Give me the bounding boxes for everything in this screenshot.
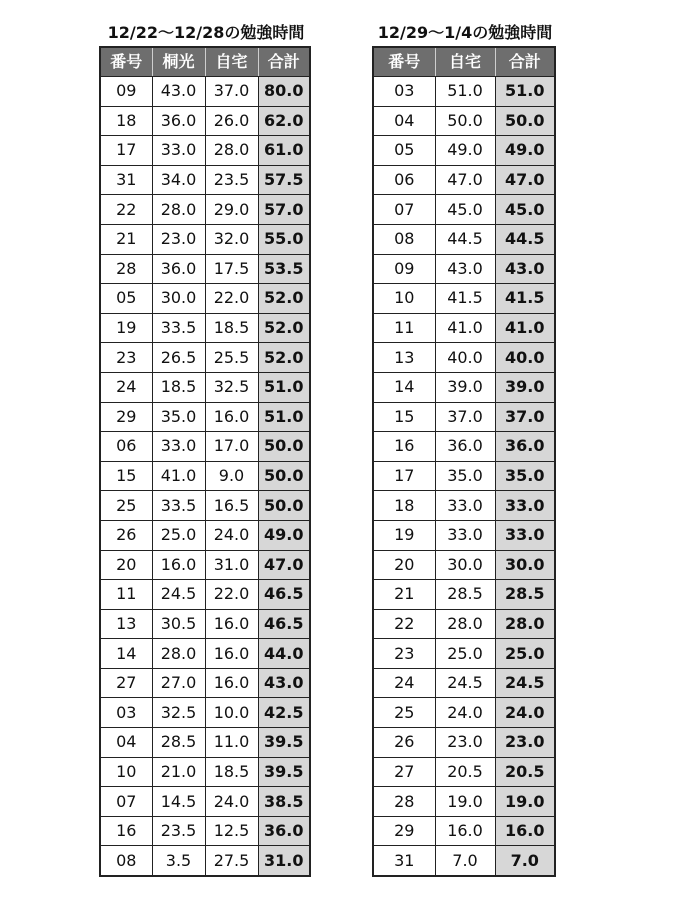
table-row <box>100 520 310 550</box>
cell-total: 38.5 <box>258 787 310 817</box>
table-row <box>100 609 310 639</box>
right-table-title: 12/29～1/4の勉強時間 <box>377 23 553 42</box>
table-row <box>373 698 555 728</box>
cell-total: 19.0 <box>495 787 555 817</box>
cell-number: 17 <box>100 136 152 166</box>
cell-total: 35.0 <box>495 461 555 491</box>
cell-number: 16 <box>373 432 435 462</box>
cell-toko: 33.5 <box>152 491 205 521</box>
cell-home: 29.0 <box>205 195 258 225</box>
cell-toko: 43.0 <box>152 77 205 107</box>
cell-toko: 26.5 <box>152 343 205 373</box>
table-row <box>373 757 555 787</box>
cell-toko: 33.0 <box>152 136 205 166</box>
table-row <box>373 343 555 373</box>
cell-toko: 23.0 <box>152 224 205 254</box>
cell-total: 28.5 <box>495 580 555 610</box>
cell-number: 20 <box>373 550 435 580</box>
cell-number: 15 <box>100 461 152 491</box>
cell-toko: 14.5 <box>152 787 205 817</box>
cell-number: 22 <box>100 195 152 225</box>
cell-home: 31.0 <box>205 550 258 580</box>
table-row <box>100 728 310 758</box>
cell-number: 04 <box>373 106 435 136</box>
cell-toko: 35.0 <box>152 402 205 432</box>
cell-total: 46.5 <box>258 609 310 639</box>
cell-home: 16.0 <box>205 402 258 432</box>
cell-number: 18 <box>100 106 152 136</box>
cell-number: 09 <box>100 77 152 107</box>
cell-home: 32.5 <box>205 372 258 402</box>
table-row <box>100 639 310 669</box>
table-row <box>373 639 555 669</box>
cell-toko: 33.5 <box>152 313 205 343</box>
table-row <box>373 372 555 402</box>
table-row <box>100 165 310 195</box>
cell-number: 08 <box>100 846 152 876</box>
cell-number: 28 <box>100 254 152 284</box>
cell-total: 44.0 <box>258 639 310 669</box>
cell-total: 51.0 <box>495 77 555 107</box>
cell-home: 22.0 <box>205 284 258 314</box>
cell-total: 80.0 <box>258 77 310 107</box>
cell-home: 36.0 <box>435 432 495 462</box>
table-row <box>100 313 310 343</box>
cell-number: 15 <box>373 402 435 432</box>
left-header-total: 合計 <box>258 47 310 77</box>
cell-total: 41.0 <box>495 313 555 343</box>
cell-home: 35.0 <box>435 461 495 491</box>
cell-number: 06 <box>100 432 152 462</box>
cell-home: 28.0 <box>205 136 258 166</box>
cell-total: 52.0 <box>258 343 310 373</box>
cell-number: 16 <box>100 816 152 846</box>
cell-total: 50.0 <box>258 461 310 491</box>
cell-home: 24.0 <box>205 787 258 817</box>
cell-toko: 32.5 <box>152 698 205 728</box>
cell-total: 31.0 <box>258 846 310 876</box>
cell-number: 24 <box>100 372 152 402</box>
table-row <box>100 668 310 698</box>
table-row <box>373 787 555 817</box>
cell-home: 39.0 <box>435 372 495 402</box>
cell-home: 22.0 <box>205 580 258 610</box>
cell-total: 39.5 <box>258 728 310 758</box>
cell-total: 23.0 <box>495 728 555 758</box>
table-row <box>100 224 310 254</box>
cell-number: 09 <box>373 254 435 284</box>
cell-total: 51.0 <box>258 402 310 432</box>
cell-toko: 24.5 <box>152 580 205 610</box>
cell-number: 23 <box>100 343 152 373</box>
cell-number: 05 <box>100 284 152 314</box>
table-row <box>373 668 555 698</box>
cell-home: 50.0 <box>435 106 495 136</box>
cell-number: 27 <box>373 757 435 787</box>
left-header-home: 自宅 <box>205 47 258 77</box>
right-header-total: 合計 <box>495 47 555 77</box>
cell-toko: 27.0 <box>152 668 205 698</box>
table-row <box>373 816 555 846</box>
cell-home: 16.0 <box>205 668 258 698</box>
cell-number: 13 <box>373 343 435 373</box>
cell-home: 51.0 <box>435 77 495 107</box>
cell-home: 25.0 <box>435 639 495 669</box>
cell-home: 41.0 <box>435 313 495 343</box>
cell-number: 21 <box>373 580 435 610</box>
cell-home: 40.0 <box>435 343 495 373</box>
table-row <box>373 254 555 284</box>
table-row <box>100 106 310 136</box>
cell-home: 24.5 <box>435 668 495 698</box>
table-row <box>100 787 310 817</box>
cell-total: 50.0 <box>258 432 310 462</box>
table-row <box>373 609 555 639</box>
cell-total: 52.0 <box>258 313 310 343</box>
cell-total: 24.0 <box>495 698 555 728</box>
cell-home: 41.5 <box>435 284 495 314</box>
cell-toko: 36.0 <box>152 254 205 284</box>
cell-number: 04 <box>100 728 152 758</box>
cell-total: 16.0 <box>495 816 555 846</box>
cell-total: 53.5 <box>258 254 310 284</box>
cell-number: 14 <box>373 372 435 402</box>
cell-number: 20 <box>100 550 152 580</box>
table-row <box>373 284 555 314</box>
cell-number: 17 <box>373 461 435 491</box>
table-row <box>100 846 310 876</box>
cell-number: 10 <box>373 284 435 314</box>
right-header-number: 番号 <box>373 47 435 77</box>
cell-total: 49.0 <box>258 520 310 550</box>
table-row <box>373 846 555 876</box>
cell-toko: 33.0 <box>152 432 205 462</box>
cell-home: 18.5 <box>205 757 258 787</box>
cell-total: 39.0 <box>495 372 555 402</box>
cell-total: 57.5 <box>258 165 310 195</box>
right-header-home: 自宅 <box>435 47 495 77</box>
cell-toko: 28.0 <box>152 639 205 669</box>
cell-total: 46.5 <box>258 580 310 610</box>
cell-number: 31 <box>100 165 152 195</box>
table-row <box>100 77 310 107</box>
cell-home: 20.5 <box>435 757 495 787</box>
cell-home: 19.0 <box>435 787 495 817</box>
table-row <box>373 77 555 107</box>
cell-number: 06 <box>373 165 435 195</box>
left-section <box>99 22 313 877</box>
table-row <box>100 402 310 432</box>
cell-number: 25 <box>100 491 152 521</box>
cell-total: 24.5 <box>495 668 555 698</box>
cell-total: 7.0 <box>495 846 555 876</box>
cell-home: 37.0 <box>205 77 258 107</box>
cell-home: 28.0 <box>435 609 495 639</box>
cell-number: 29 <box>373 816 435 846</box>
cell-total: 50.0 <box>258 491 310 521</box>
cell-home: 16.0 <box>435 816 495 846</box>
table-row <box>373 313 555 343</box>
cell-total: 42.5 <box>258 698 310 728</box>
table-row <box>100 195 310 225</box>
cell-number: 13 <box>100 609 152 639</box>
cell-total: 47.0 <box>495 165 555 195</box>
cell-number: 25 <box>373 698 435 728</box>
cell-home: 17.5 <box>205 254 258 284</box>
cell-toko: 18.5 <box>152 372 205 402</box>
cell-toko: 30.5 <box>152 609 205 639</box>
cell-home: 27.5 <box>205 846 258 876</box>
cell-total: 45.0 <box>495 195 555 225</box>
cell-total: 43.0 <box>258 668 310 698</box>
left-header-toko: 桐光 <box>152 47 205 77</box>
table-row <box>373 432 555 462</box>
cell-number: 21 <box>100 224 152 254</box>
cell-number: 27 <box>100 668 152 698</box>
table-row <box>100 698 310 728</box>
cell-number: 18 <box>373 491 435 521</box>
cell-toko: 25.0 <box>152 520 205 550</box>
table-row <box>373 136 555 166</box>
cell-home: 25.5 <box>205 343 258 373</box>
cell-home: 30.0 <box>435 550 495 580</box>
table-row <box>373 402 555 432</box>
cell-total: 52.0 <box>258 284 310 314</box>
cell-home: 17.0 <box>205 432 258 462</box>
cell-total: 28.0 <box>495 609 555 639</box>
table-row <box>100 816 310 846</box>
table-row <box>100 136 310 166</box>
cell-home: 26.0 <box>205 106 258 136</box>
table-row <box>100 461 310 491</box>
cell-home: 23.0 <box>435 728 495 758</box>
table-row <box>373 520 555 550</box>
left-header-number: 番号 <box>100 47 152 77</box>
table-row <box>373 461 555 491</box>
cell-number: 05 <box>373 136 435 166</box>
cell-number: 24 <box>373 668 435 698</box>
cell-number: 28 <box>373 787 435 817</box>
right-section <box>372 22 558 877</box>
table-row <box>373 165 555 195</box>
cell-home: 28.5 <box>435 580 495 610</box>
table-row <box>100 757 310 787</box>
cell-home: 7.0 <box>435 846 495 876</box>
cell-number: 11 <box>373 313 435 343</box>
cell-toko: 3.5 <box>152 846 205 876</box>
cell-number: 26 <box>100 520 152 550</box>
table-row <box>373 580 555 610</box>
cell-toko: 28.0 <box>152 195 205 225</box>
cell-home: 24.0 <box>205 520 258 550</box>
cell-home: 43.0 <box>435 254 495 284</box>
table-row <box>100 372 310 402</box>
table-row <box>373 491 555 521</box>
table-row <box>373 728 555 758</box>
cell-number: 03 <box>373 77 435 107</box>
cell-home: 11.0 <box>205 728 258 758</box>
cell-number: 29 <box>100 402 152 432</box>
cell-number: 31 <box>373 846 435 876</box>
cell-number: 10 <box>100 757 152 787</box>
cell-toko: 28.5 <box>152 728 205 758</box>
cell-total: 57.0 <box>258 195 310 225</box>
cell-number: 26 <box>373 728 435 758</box>
left-table-title: 12/22～12/28の勉強時間 <box>107 23 305 42</box>
table-row <box>373 224 555 254</box>
cell-home: 33.0 <box>435 520 495 550</box>
table-row <box>100 343 310 373</box>
table-row <box>100 284 310 314</box>
cell-toko: 23.5 <box>152 816 205 846</box>
cell-total: 33.0 <box>495 491 555 521</box>
cell-total: 33.0 <box>495 520 555 550</box>
cell-number: 22 <box>373 609 435 639</box>
cell-home: 24.0 <box>435 698 495 728</box>
table-row <box>100 580 310 610</box>
cell-total: 55.0 <box>258 224 310 254</box>
cell-toko: 36.0 <box>152 106 205 136</box>
right-header-row <box>373 47 555 77</box>
cell-home: 23.5 <box>205 165 258 195</box>
cell-total: 39.5 <box>258 757 310 787</box>
left-study-time-table <box>99 46 311 877</box>
cell-total: 40.0 <box>495 343 555 373</box>
cell-number: 07 <box>373 195 435 225</box>
cell-home: 18.5 <box>205 313 258 343</box>
cell-toko: 41.0 <box>152 461 205 491</box>
cell-total: 36.0 <box>258 816 310 846</box>
cell-total: 62.0 <box>258 106 310 136</box>
cell-total: 47.0 <box>258 550 310 580</box>
cell-toko: 16.0 <box>152 550 205 580</box>
right-study-time-table <box>372 46 556 877</box>
cell-number: 19 <box>100 313 152 343</box>
table-row <box>373 550 555 580</box>
cell-number: 03 <box>100 698 152 728</box>
cell-total: 25.0 <box>495 639 555 669</box>
table-row <box>373 195 555 225</box>
cell-total: 44.5 <box>495 224 555 254</box>
cell-home: 45.0 <box>435 195 495 225</box>
cell-total: 51.0 <box>258 372 310 402</box>
cell-home: 16.5 <box>205 491 258 521</box>
cell-number: 11 <box>100 580 152 610</box>
cell-total: 41.5 <box>495 284 555 314</box>
cell-total: 20.5 <box>495 757 555 787</box>
table-row <box>373 106 555 136</box>
cell-total: 36.0 <box>495 432 555 462</box>
cell-number: 23 <box>373 639 435 669</box>
cell-home: 16.0 <box>205 639 258 669</box>
cell-number: 08 <box>373 224 435 254</box>
table-row <box>100 491 310 521</box>
cell-total: 49.0 <box>495 136 555 166</box>
cell-total: 37.0 <box>495 402 555 432</box>
cell-home: 37.0 <box>435 402 495 432</box>
cell-toko: 30.0 <box>152 284 205 314</box>
cell-home: 10.0 <box>205 698 258 728</box>
cell-total: 30.0 <box>495 550 555 580</box>
cell-number: 07 <box>100 787 152 817</box>
cell-toko: 34.0 <box>152 165 205 195</box>
cell-home: 49.0 <box>435 136 495 166</box>
cell-total: 50.0 <box>495 106 555 136</box>
cell-home: 47.0 <box>435 165 495 195</box>
cell-home: 44.5 <box>435 224 495 254</box>
cell-number: 14 <box>100 639 152 669</box>
table-row <box>100 550 310 580</box>
cell-home: 9.0 <box>205 461 258 491</box>
cell-total: 61.0 <box>258 136 310 166</box>
table-row <box>100 432 310 462</box>
left-header-row <box>100 47 310 77</box>
cell-home: 16.0 <box>205 609 258 639</box>
cell-home: 33.0 <box>435 491 495 521</box>
cell-home: 12.5 <box>205 816 258 846</box>
cell-home: 32.0 <box>205 224 258 254</box>
cell-number: 19 <box>373 520 435 550</box>
cell-toko: 21.0 <box>152 757 205 787</box>
cell-total: 43.0 <box>495 254 555 284</box>
table-row <box>100 254 310 284</box>
